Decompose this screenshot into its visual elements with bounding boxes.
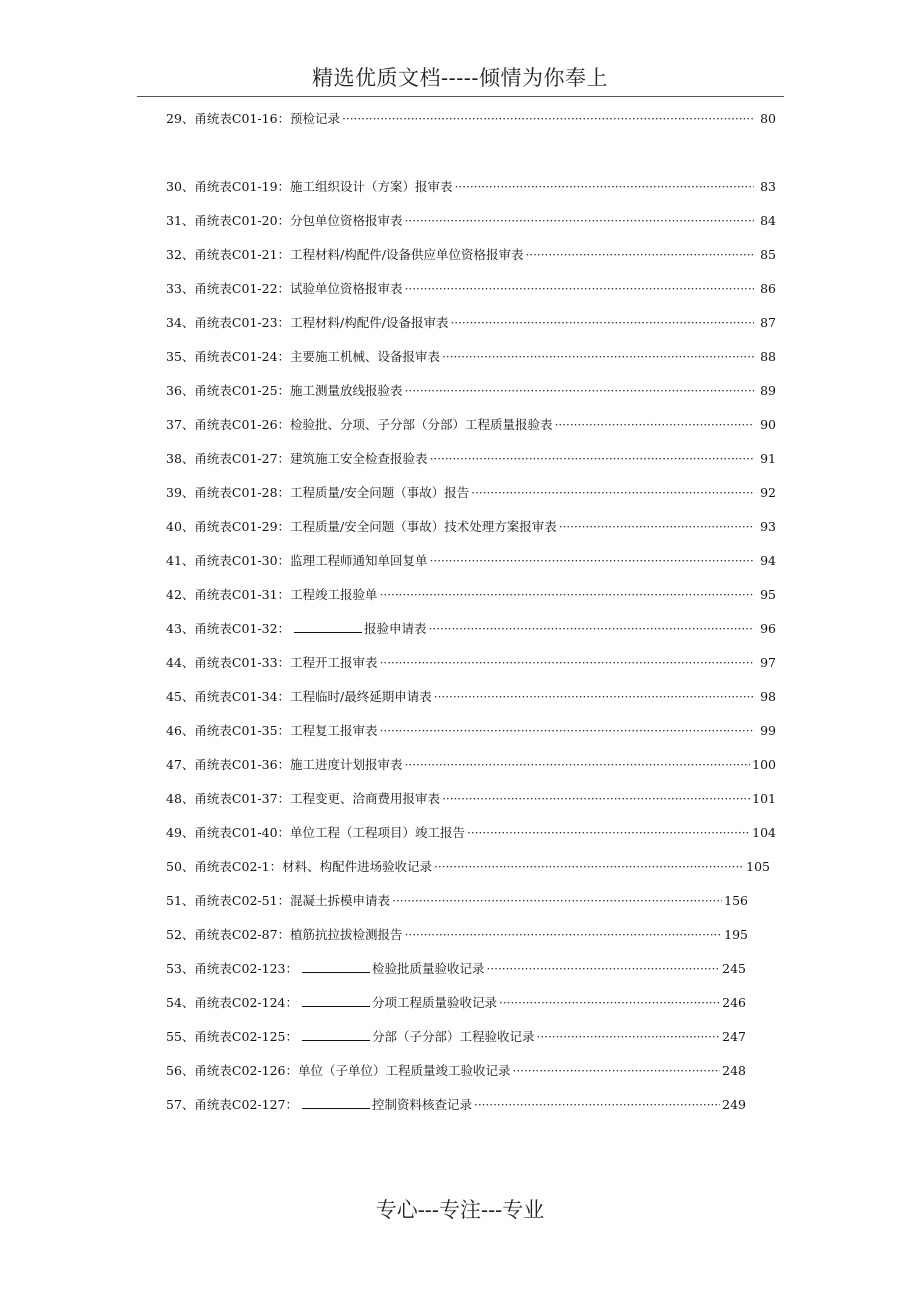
toc-entry-colon: ： xyxy=(277,247,291,262)
toc-entry[interactable] xyxy=(166,245,776,279)
toc-entry-title xyxy=(166,993,497,1013)
toc-entry[interactable] xyxy=(166,619,776,653)
toc-entry-title xyxy=(166,517,557,537)
toc-entry-blank-underline xyxy=(294,620,362,633)
toc-entry-title xyxy=(166,721,378,741)
toc-entry[interactable] xyxy=(166,177,776,211)
toc-entry[interactable] xyxy=(166,653,776,687)
toc-entry-separator: 、 xyxy=(181,995,195,1010)
toc-entry-page-number: 104 xyxy=(752,825,776,840)
toc-entry-colon: ： xyxy=(277,315,291,330)
toc-entry-number: 44 xyxy=(166,655,182,670)
toc-dot-leader xyxy=(471,483,754,503)
toc-entry[interactable] xyxy=(166,1061,746,1095)
toc-entry-code: 甬统表C01-32 xyxy=(194,621,278,636)
toc-entry-number: 33 xyxy=(166,281,182,296)
toc-entry-number: 40 xyxy=(166,519,182,534)
toc-entry-name: 试验单位资格报审表 xyxy=(290,281,403,296)
toc-entry-blank-underline xyxy=(302,960,370,973)
toc-entry-colon: ： xyxy=(277,485,291,500)
table-of-contents xyxy=(166,109,776,1129)
toc-dot-leader xyxy=(434,857,744,877)
toc-entry[interactable] xyxy=(166,517,776,551)
toc-dot-leader xyxy=(405,279,754,299)
toc-entry-separator: 、 xyxy=(181,349,195,364)
toc-entry-separator: 、 xyxy=(181,111,195,126)
toc-dot-leader xyxy=(434,687,754,707)
toc-entry-page-number: 95 xyxy=(760,587,776,602)
toc-entry-code: 甬统表C01-40 xyxy=(194,825,278,840)
toc-entry-separator: 、 xyxy=(181,825,195,840)
toc-entry-name: 预检记录 xyxy=(290,111,341,126)
toc-entry-code: 甬统表C01-28 xyxy=(194,485,278,500)
toc-entry-name: 控制资料核查记录 xyxy=(372,1097,473,1112)
toc-entry-code: 甬统表C01-23 xyxy=(194,315,278,330)
toc-entry-number: 41 xyxy=(166,553,182,568)
toc-entry-title xyxy=(166,959,485,979)
toc-entry-separator: 、 xyxy=(181,1063,195,1078)
toc-entry[interactable] xyxy=(166,211,776,245)
toc-entry[interactable] xyxy=(166,449,776,483)
toc-dot-leader xyxy=(405,925,723,945)
toc-entry-separator: 、 xyxy=(181,1097,195,1112)
toc-entry-name: 工程开工报审表 xyxy=(290,655,378,670)
toc-entry-name: 施工测量放线报验表 xyxy=(290,383,403,398)
toc-entry-code: 甬统表C02-125 xyxy=(194,1029,286,1044)
toc-entry-name: 工程质量/安全问题（事故）报告 xyxy=(290,485,470,500)
toc-entry[interactable] xyxy=(166,313,776,347)
toc-entry[interactable] xyxy=(166,585,776,619)
page-footer-text: 专心---专注---专业 xyxy=(375,1198,545,1222)
toc-entry-colon: ： xyxy=(277,451,291,466)
toc-entry-code: 甬统表C01-19 xyxy=(194,179,278,194)
toc-entry-number: 51 xyxy=(166,893,182,908)
toc-entry-name: 工程材料/构配件/设备供应单位资格报审表 xyxy=(290,247,524,262)
toc-entry-name: 单位（子单位）工程质量竣工验收记录 xyxy=(298,1063,511,1078)
toc-entry-page-number: 246 xyxy=(722,995,746,1010)
toc-dot-leader xyxy=(555,415,754,435)
toc-entry-separator: 、 xyxy=(181,587,195,602)
toc-entry-number: 57 xyxy=(166,1097,182,1112)
toc-dot-leader xyxy=(467,823,750,843)
toc-entry-code: 甬统表C01-36 xyxy=(194,757,278,772)
toc-entry-page-number: 247 xyxy=(722,1029,746,1044)
toc-entry-name: 工程材料/构配件/设备报审表 xyxy=(290,315,449,330)
toc-entry[interactable] xyxy=(166,687,776,721)
toc-entry-colon: ： xyxy=(277,621,291,636)
toc-entry-number: 53 xyxy=(166,961,182,976)
toc-entry-code: 甬统表C01-25 xyxy=(194,383,278,398)
toc-entry-code: 甬统表C01-30 xyxy=(194,553,278,568)
toc-entry-number: 32 xyxy=(166,247,182,262)
toc-dot-leader xyxy=(474,1095,720,1115)
toc-dot-leader xyxy=(405,211,754,231)
toc-entry-page-number: 94 xyxy=(760,553,776,568)
toc-entry-number: 50 xyxy=(166,859,182,874)
toc-dot-leader xyxy=(442,789,750,809)
toc-entry-number: 54 xyxy=(166,995,182,1010)
toc-entry-code: 甬统表C01-22 xyxy=(194,281,278,296)
toc-entry-page-number: 98 xyxy=(760,689,776,704)
toc-entry[interactable] xyxy=(166,415,776,449)
toc-dot-leader xyxy=(455,177,754,197)
toc-entry-code: 甬统表C01-27 xyxy=(194,451,278,466)
toc-entry-code: 甬统表C01-31 xyxy=(194,587,278,602)
toc-entry[interactable] xyxy=(166,993,746,1027)
toc-entry-title xyxy=(166,789,440,809)
toc-entry-page-number: 101 xyxy=(752,791,776,806)
toc-entry-name: 检验批、分项、子分部（分部）工程质量报验表 xyxy=(290,417,553,432)
toc-entry-number: 37 xyxy=(166,417,182,432)
toc-dot-leader xyxy=(513,1061,721,1081)
toc-entry-title xyxy=(166,279,403,299)
toc-entry-title xyxy=(166,1027,535,1047)
toc-entry-name: 工程复工报审表 xyxy=(290,723,378,738)
toc-entry-code: 甬统表C02-87 xyxy=(194,927,278,942)
toc-entry-title xyxy=(166,653,378,673)
toc-entry-name: 分项工程质量验收记录 xyxy=(372,995,498,1010)
toc-entry-number: 56 xyxy=(166,1063,182,1078)
toc-entry-title xyxy=(166,1095,472,1115)
toc-entry-name: 报验申请表 xyxy=(364,621,427,636)
toc-entry-number: 29 xyxy=(166,111,182,126)
toc-entry-colon: ： xyxy=(277,757,291,772)
toc-entry-page-number: 105 xyxy=(746,859,770,874)
page-header-title: 精选优质文档-----倾情为你奉上 xyxy=(312,66,608,90)
toc-entry-separator: 、 xyxy=(181,689,195,704)
toc-entry-colon: ： xyxy=(277,587,291,602)
toc-entry-separator: 、 xyxy=(181,485,195,500)
toc-entry-name: 工程竣工报验单 xyxy=(290,587,378,602)
toc-entry[interactable] xyxy=(166,279,776,313)
toc-entry-colon: ： xyxy=(277,689,291,704)
toc-dot-leader xyxy=(392,891,722,911)
toc-dot-leader xyxy=(430,551,754,571)
toc-entry-title xyxy=(166,449,428,469)
toc-dot-leader xyxy=(380,585,754,605)
toc-entry-page-number: 85 xyxy=(760,247,776,262)
toc-entry-name: 建筑施工安全检查报验表 xyxy=(290,451,428,466)
toc-entry[interactable] xyxy=(166,381,776,415)
toc-entry-code: 甬统表C01-16 xyxy=(194,111,278,126)
toc-entry[interactable] xyxy=(166,721,776,755)
toc-entry-title xyxy=(166,891,390,911)
toc-entry[interactable] xyxy=(166,925,748,959)
toc-entry-title xyxy=(166,109,340,129)
toc-entry[interactable] xyxy=(166,109,776,177)
toc-entry-separator: 、 xyxy=(181,213,195,228)
toc-entry-name: 分包单位资格报审表 xyxy=(290,213,403,228)
toc-entry-colon: ： xyxy=(277,519,291,534)
toc-entry[interactable] xyxy=(166,1095,746,1129)
toc-entry-name: 工程变更、洽商费用报审表 xyxy=(290,791,441,806)
toc-entry-separator: 、 xyxy=(181,451,195,466)
toc-entry-name: 工程临时/最终延期申请表 xyxy=(290,689,432,704)
toc-dot-leader xyxy=(430,449,754,469)
toc-entry[interactable] xyxy=(166,347,776,381)
toc-entry-code: 甬统表C01-35 xyxy=(194,723,278,738)
toc-entry-separator: 、 xyxy=(181,1029,195,1044)
toc-entry-number: 34 xyxy=(166,315,182,330)
toc-entry-code: 甬统表C01-34 xyxy=(194,689,278,704)
toc-entry[interactable] xyxy=(166,1027,746,1061)
toc-entry-page-number: 89 xyxy=(760,383,776,398)
toc-entry-separator: 、 xyxy=(181,553,195,568)
toc-entry-page-number: 245 xyxy=(722,961,746,976)
toc-entry-title xyxy=(166,245,523,265)
toc-dot-leader xyxy=(499,993,720,1013)
toc-entry-colon: ： xyxy=(285,1063,298,1078)
toc-entry-title xyxy=(166,823,465,843)
toc-entry-name: 施工组织设计（方案）报审表 xyxy=(290,179,453,194)
toc-entry-colon: ： xyxy=(277,349,291,364)
toc-entry-number: 48 xyxy=(166,791,182,806)
toc-entry-colon: ： xyxy=(277,655,291,670)
toc-entry-code: 甬统表C01-21 xyxy=(194,247,278,262)
toc-dot-leader xyxy=(442,347,754,367)
toc-entry-code: 甬统表C01-24 xyxy=(194,349,278,364)
toc-entry[interactable] xyxy=(166,789,776,823)
toc-entry-colon: ： xyxy=(277,791,291,806)
toc-entry-page-number: 99 xyxy=(760,723,776,738)
toc-entry-title xyxy=(166,483,469,503)
toc-entry-page-number: 97 xyxy=(760,655,776,670)
toc-entry-separator: 、 xyxy=(181,723,195,738)
toc-dot-leader xyxy=(537,1027,721,1047)
toc-entry-colon: ： xyxy=(285,1097,298,1112)
toc-entry[interactable] xyxy=(166,959,746,993)
toc-entry-separator: 、 xyxy=(181,961,195,976)
toc-entry-separator: 、 xyxy=(181,315,195,330)
toc-entry[interactable] xyxy=(166,755,776,789)
toc-entry-number: 42 xyxy=(166,587,182,602)
toc-entry-separator: 、 xyxy=(181,893,195,908)
toc-entry-page-number: 249 xyxy=(722,1097,746,1112)
toc-entry-number: 36 xyxy=(166,383,182,398)
toc-dot-leader xyxy=(487,959,721,979)
toc-entry[interactable] xyxy=(166,823,776,857)
toc-entry-separator: 、 xyxy=(181,247,195,262)
toc-dot-leader xyxy=(405,381,754,401)
toc-entry-title xyxy=(166,211,403,231)
toc-entry-colon: ： xyxy=(285,961,298,976)
toc-entry-name: 混凝土拆模申请表 xyxy=(290,893,391,908)
toc-entry-code: 甬统表C01-33 xyxy=(194,655,278,670)
toc-entry[interactable] xyxy=(166,551,776,585)
toc-entry-code: 甬统表C02-51 xyxy=(194,893,278,908)
toc-entry-blank-underline xyxy=(302,1096,370,1109)
toc-entry-page-number: 91 xyxy=(760,451,776,466)
toc-entry-page-number: 90 xyxy=(760,417,776,432)
toc-entry[interactable] xyxy=(166,891,748,925)
toc-entry-number: 47 xyxy=(166,757,182,772)
toc-entry-page-number: 84 xyxy=(760,213,776,228)
toc-entry-name: 单位工程（工程项目）竣工报告 xyxy=(290,825,466,840)
toc-entry[interactable] xyxy=(166,483,776,517)
toc-entry-separator: 、 xyxy=(181,757,195,772)
toc-entry-name: 分部（子分部）工程验收记录 xyxy=(372,1029,535,1044)
toc-entry-number: 49 xyxy=(166,825,182,840)
toc-entry-separator: 、 xyxy=(181,791,195,806)
toc-entry-separator: 、 xyxy=(181,179,195,194)
toc-dot-leader xyxy=(342,109,754,129)
toc-entry-page-number: 100 xyxy=(752,757,776,772)
toc-dot-leader xyxy=(380,721,754,741)
toc-entry-page-number: 248 xyxy=(722,1063,746,1078)
toc-entry-page-number: 83 xyxy=(760,179,776,194)
toc-entry-title xyxy=(166,585,378,605)
toc-dot-leader xyxy=(429,619,754,639)
toc-entry-blank-underline xyxy=(302,994,370,1007)
toc-entry-separator: 、 xyxy=(181,281,195,296)
toc-entry-number: 39 xyxy=(166,485,182,500)
toc-entry-title xyxy=(166,415,553,435)
toc-entry-name: 施工进度计划报审表 xyxy=(290,757,403,772)
toc-entry-colon: ： xyxy=(285,1029,298,1044)
toc-entry-code: 甬统表C01-26 xyxy=(194,417,278,432)
toc-entry[interactable] xyxy=(166,857,770,891)
toc-entry-title xyxy=(166,925,403,945)
toc-entry-title xyxy=(166,313,448,333)
toc-entry-code: 甬统表C01-20 xyxy=(194,213,278,228)
toc-entry-colon: ： xyxy=(277,111,291,126)
toc-entry-name: 监理工程师通知单回复单 xyxy=(290,553,428,568)
toc-entry-page-number: 156 xyxy=(724,893,748,908)
toc-entry-title xyxy=(166,1061,511,1081)
toc-entry-page-number: 195 xyxy=(724,927,748,942)
toc-dot-leader xyxy=(405,755,751,775)
toc-entry-separator: 、 xyxy=(181,417,195,432)
toc-dot-leader xyxy=(559,517,754,537)
toc-entry-title xyxy=(166,619,427,639)
toc-entry-page-number: 80 xyxy=(760,111,776,126)
toc-entry-code: 甬统表C02-124 xyxy=(194,995,286,1010)
toc-entry-page-number: 86 xyxy=(760,281,776,296)
toc-entry-separator: 、 xyxy=(181,859,195,874)
toc-entry-colon: ： xyxy=(277,417,291,432)
toc-entry-colon: ： xyxy=(277,179,291,194)
toc-entry-code: 甬统表C02-123 xyxy=(194,961,286,976)
toc-entry-code: 甬统表C01-37 xyxy=(194,791,278,806)
toc-entry-blank-underline xyxy=(302,1028,370,1041)
toc-entry-number: 38 xyxy=(166,451,182,466)
toc-dot-leader xyxy=(525,245,754,265)
toc-entry-title xyxy=(166,857,432,877)
toc-entry-separator: 、 xyxy=(181,655,195,670)
toc-entry-colon: ： xyxy=(277,927,291,942)
toc-entry-code: 甬统表C02-1 xyxy=(194,859,270,874)
toc-entry-colon: ： xyxy=(277,281,291,296)
toc-entry-code: 甬统表C02-126 xyxy=(194,1063,286,1078)
toc-dot-leader xyxy=(450,313,754,333)
toc-entry-separator: 、 xyxy=(181,927,195,942)
toc-entry-number: 45 xyxy=(166,689,182,704)
toc-entry-page-number: 87 xyxy=(760,315,776,330)
toc-entry-name: 主要施工机械、设备报审表 xyxy=(290,349,441,364)
header-divider xyxy=(137,96,784,97)
toc-entry-page-number: 92 xyxy=(760,485,776,500)
toc-entry-page-number: 93 xyxy=(760,519,776,534)
toc-entry-page-number: 88 xyxy=(760,349,776,364)
toc-entry-colon: ： xyxy=(285,995,298,1010)
toc-entry-colon: ： xyxy=(277,723,291,738)
toc-entry-number: 46 xyxy=(166,723,182,738)
toc-entry-number: 31 xyxy=(166,213,182,228)
toc-entry-number: 35 xyxy=(166,349,182,364)
toc-entry-title xyxy=(166,347,440,367)
toc-entry-title xyxy=(166,551,428,571)
toc-entry-colon: ： xyxy=(277,213,291,228)
toc-entry-title xyxy=(166,381,403,401)
toc-entry-title xyxy=(166,177,453,197)
toc-entry-number: 52 xyxy=(166,927,182,942)
toc-entry-code: 甬统表C02-127 xyxy=(194,1097,286,1112)
toc-entry-name: 植筋抗拉拔检测报告 xyxy=(290,927,403,942)
toc-entry-name: 工程质量/安全问题（事故）技术处理方案报审表 xyxy=(290,519,557,534)
toc-entry-title xyxy=(166,687,432,707)
toc-entry-number: 55 xyxy=(166,1029,182,1044)
toc-entry-number: 30 xyxy=(166,179,182,194)
toc-entry-code: 甬统表C01-29 xyxy=(194,519,278,534)
toc-entry-separator: 、 xyxy=(181,621,195,636)
toc-entry-colon: ： xyxy=(277,553,291,568)
toc-entry-name: 材料、构配件进场验收记录 xyxy=(282,859,433,874)
toc-entry-colon: ： xyxy=(277,825,291,840)
toc-dot-leader xyxy=(380,653,754,673)
toc-entry-separator: 、 xyxy=(181,519,195,534)
toc-entry-colon: ： xyxy=(277,893,291,908)
toc-entry-name: 检验批质量验收记录 xyxy=(372,961,485,976)
toc-entry-title xyxy=(166,755,403,775)
toc-entry-colon: ： xyxy=(269,859,283,874)
toc-entry-number: 43 xyxy=(166,621,182,636)
toc-entry-colon: ： xyxy=(277,383,291,398)
toc-entry-page-number: 96 xyxy=(760,621,776,636)
toc-entry-separator: 、 xyxy=(181,383,195,398)
